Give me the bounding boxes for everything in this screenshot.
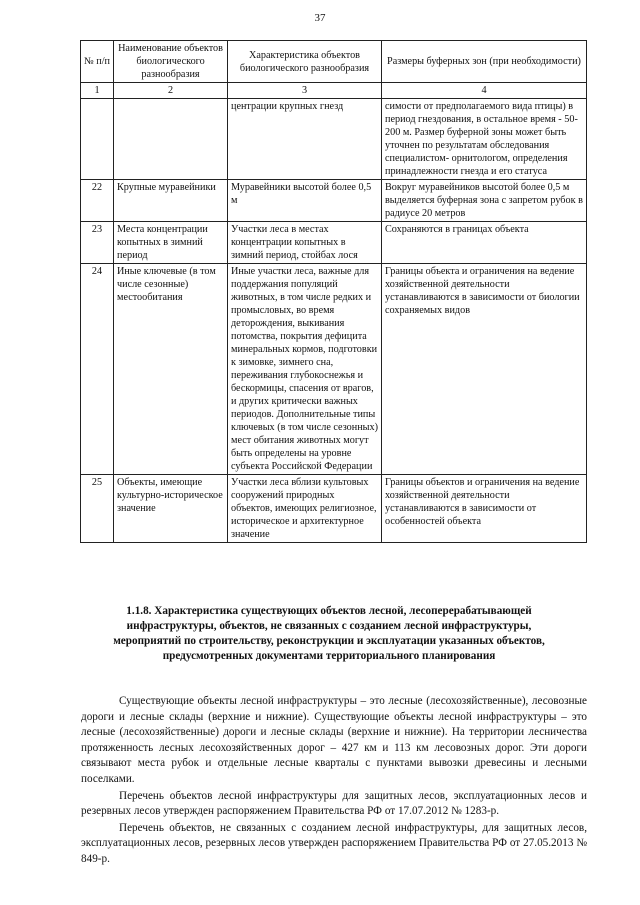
header-characteristic: Характеристика объектов биологического разнообразия: [228, 41, 382, 83]
row-number: 22: [81, 180, 114, 222]
buffer-zone: Вокруг муравейников высотой более 0,5 м выделяется буферная зона с запретом рубок в радиусе 20 метров: [382, 180, 587, 222]
column-number: 1: [81, 83, 114, 99]
row-number: 24: [81, 264, 114, 475]
object-name: [114, 99, 228, 180]
table-row: [81, 222, 587, 264]
section-body: [81, 694, 587, 869]
table-header-row: [81, 41, 587, 83]
object-name: Иные ключевые (в том числе сезонные) местообитания: [114, 264, 228, 475]
column-number: 2: [114, 83, 228, 99]
row-number: 25: [81, 475, 114, 543]
header-object-name: Наименование объектов биологического разнообразия: [114, 41, 228, 83]
buffer-zone: Сохраняются в границах объекта: [382, 222, 587, 264]
object-characteristic: Участки леса в местах концентрации копытных в зимний период, стойбах лося: [228, 222, 382, 264]
paragraph: Перечень объектов лесной инфраструктуры для защитных лесов, эксплуатационных лесов и резервных лесов утвержден распоряжением Правительства РФ от 17.07.2012 № 1283-р.: [81, 789, 587, 818]
row-number: [81, 99, 114, 180]
buffer-zone: симости от предполагаемого вида птицы) в период гнездования, в остальное время - 50-200 м. Размер буферной зоны может быть уточнен по результатам обследования специалистом- орнитологом, определения принадлежности гнезда и его статуса: [382, 99, 587, 180]
object-name: Места концентрации копытных в зимний период: [114, 222, 228, 264]
object-characteristic: Муравейники высотой более 0,5 м: [228, 180, 382, 222]
column-number-row: [81, 83, 587, 99]
table-row: [81, 475, 587, 543]
table-row: [81, 180, 587, 222]
paragraph: Существующие объекты лесной инфраструктуры – это лесные (лесохозяйственные), лесовозные дороги и лесные склады (верхние и нижние). Существующие объекты лесной инфраструктуры – это лесные (лесохозяйственные) дороги и лесные склады (верхние и нижние). На территории лесничества протяженность лесных лесохозяйственных дорог – 427 км и 113 км лесовозных дорог. Эти дороги связывают места рубок и отдельные лесные кварталы с пунктами вывозки древесины и лесными поселками.: [81, 695, 587, 785]
buffer-zone: Границы объекта и ограничения на ведение хозяйственной деятельности устанавливаются в зависимости от биологии сохраняемых видов: [382, 264, 587, 475]
object-characteristic: Иные участки леса, важные для поддержания популяций животных, в том числе редких и промысловых, во время деторождения, выкивания потомства, покрытия дефицита минеральных кормов, подготовки к зимовке, зимнего сна, переживания глубокоснежья и бескормицы, спасения от врагов, и других критически важных периодов. Дополнительные типы ключевых (в том числе сезонных) мест обитания животных могут быть определены на уровне субъекта Российской Федерации: [228, 264, 382, 475]
object-characteristic: Участки леса вблизи культовых сооружений природных объектов, имеющих религиозное, историческое и архитектурное значение: [228, 475, 382, 543]
column-number: 3: [228, 83, 382, 99]
page-number: 37: [314, 12, 326, 24]
header-number: № п/п: [81, 41, 114, 83]
object-name: Объекты, имеющие культурно-историческое значение: [114, 475, 228, 543]
table-row: [81, 99, 587, 180]
paragraph: Перечень объектов, не связанных с созданием лесной инфраструктуры, для защитных лесов, эксплуатационных лесов, резервных лесов утвержден распоряжением Правительства РФ от 27.05.2013 № 849-р.: [81, 821, 587, 865]
object-name: Крупные муравейники: [114, 180, 228, 222]
biodiversity-table: [80, 40, 587, 543]
column-number: 4: [382, 83, 587, 99]
buffer-zone: Границы объектов и ограничения на ведение хозяйственной деятельности устанавливаются в зависимости от особенностей объекта: [382, 475, 587, 543]
object-characteristic: центрации крупных гнезд: [228, 99, 382, 180]
header-buffer-size: Размеры буферных зон (при необходимости): [382, 41, 587, 83]
section-heading: 1.1.8. Характеристика существующих объектов лесной, лесоперерабатывающей инфраструктуры, объектов, не связанных с созданием лесной инфраструктуры, мероприятий по строительству, реконструкции и эксплуатации указанных объектов, предусмотренных документами территориального планирования: [113, 605, 545, 662]
row-number: 23: [81, 222, 114, 264]
table-row: [81, 264, 587, 475]
